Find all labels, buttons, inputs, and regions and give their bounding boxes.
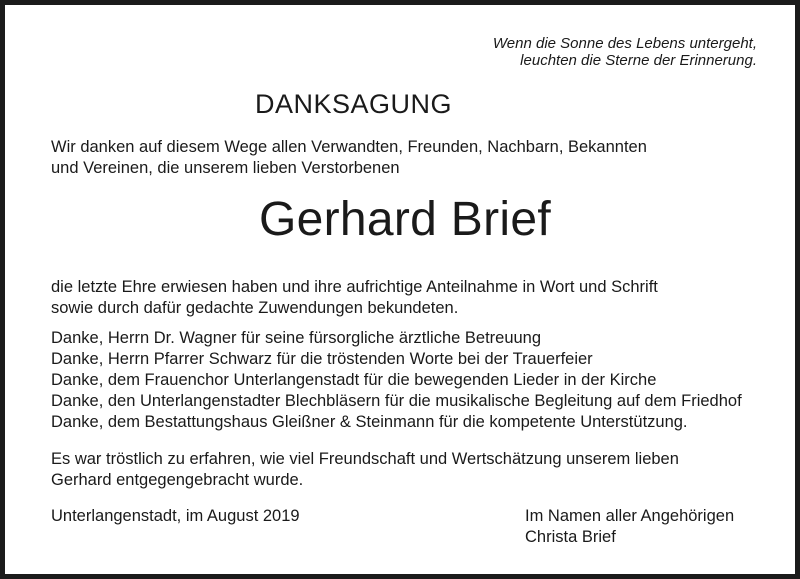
thanks-item: Danke, dem Bestattungshaus Gleißner & Steinmann für die kompetente Unterstützung. xyxy=(51,413,688,431)
signature-block xyxy=(525,506,734,548)
thanks-item: Danke, den Unterlangenstadter Blechbläsern für die musikalische Begleitung auf dem Friedhof xyxy=(51,392,742,410)
thanks-item: Danke, Herrn Pfarrer Schwarz für die tröstenden Worte bei der Trauerfeier xyxy=(51,350,593,368)
thanks-item: Danke, Herrn Dr. Wagner für seine fürsorgliche ärztliche Betreuung xyxy=(51,329,542,347)
intro-line: und Vereinen, die unserem lieben Verstorbenen xyxy=(51,159,400,177)
tribute-line: sowie durch dafür gedachte Zuwendungen bekundeten. xyxy=(51,299,459,317)
deceased-name: Gerhard Brief xyxy=(258,193,552,246)
signature-line: Im Namen aller Angehörigen xyxy=(525,507,735,525)
intro-line: Wir danken auf diesem Wege allen Verwandten, Freunden, Nachbarn, Bekannten xyxy=(51,138,647,156)
thanks-item: Danke, dem Frauenchor Unterlangenstadt für die bewegenden Lieder in der Kirche xyxy=(51,371,657,389)
page-title: DANKSAGUNG xyxy=(255,89,453,119)
place-date: Unterlangenstadt, im August 2019 xyxy=(51,507,300,525)
closing-paragraph xyxy=(51,449,679,491)
closing-line: Es war tröstlich zu erfahren, wie viel Freundschaft und Wertschätzung unserem lieben xyxy=(51,450,679,468)
tribute-line: die letzte Ehre erwiesen haben und ihre aufrichtige Anteilnahme in Wort und Schrift xyxy=(51,278,658,296)
motto-line: leuchten die Sterne der Erinnerung. xyxy=(520,52,757,69)
motto-quote xyxy=(425,35,757,69)
motto-line: Wenn die Sonne des Lebens untergeht, xyxy=(492,35,757,52)
closing-line: Gerhard entgegengebracht wurde. xyxy=(51,471,304,489)
tribute-paragraph xyxy=(51,277,658,319)
intro-paragraph xyxy=(51,137,647,179)
signature-name: Christa Brief xyxy=(525,528,616,546)
thanks-list xyxy=(51,328,742,433)
